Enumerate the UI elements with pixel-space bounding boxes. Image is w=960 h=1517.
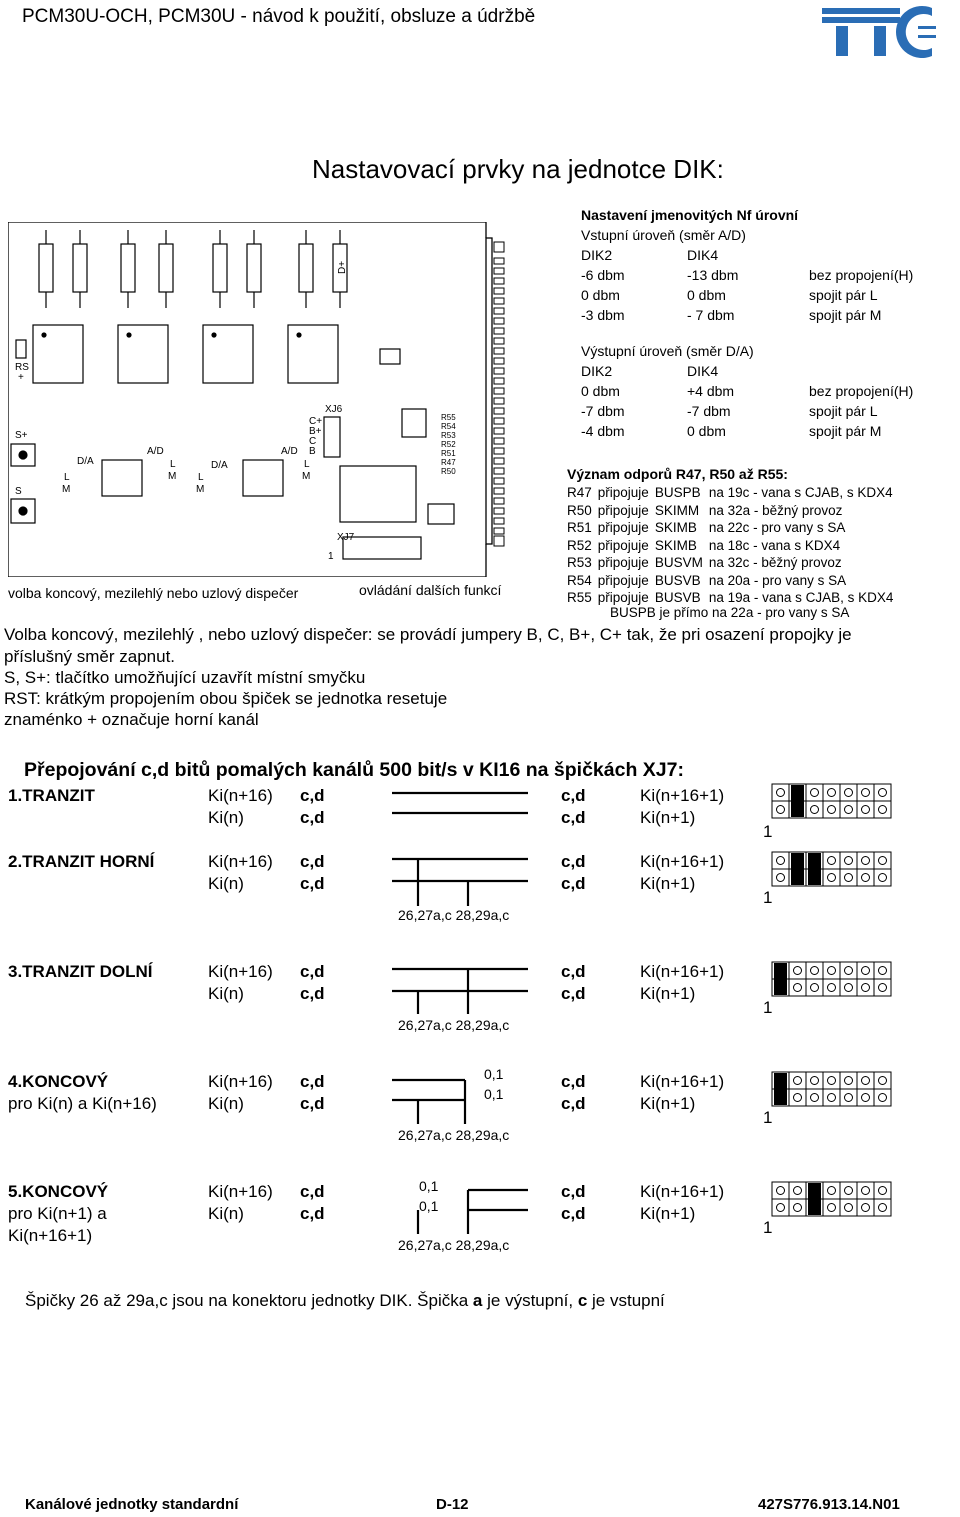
mode-ki-out: Ki(n+16+1) xyxy=(640,1072,725,1091)
connector-pin xyxy=(494,448,504,454)
fuse xyxy=(213,230,227,308)
mode-zero: 0,1 xyxy=(484,1086,504,1102)
fuse xyxy=(247,230,261,308)
mode-cd: c,d xyxy=(561,852,586,871)
mode-cd: c,d xyxy=(300,962,325,981)
mode-zero: 0,1 xyxy=(419,1198,439,1214)
jumper-c-plus: C+ xyxy=(309,416,323,427)
mode-ki-in: Ki(n) xyxy=(208,1204,244,1223)
resistor-labels: R55 R54 R53 R52 R51 R47 R50 xyxy=(441,413,456,476)
mode-ki-in: Ki(n) xyxy=(208,984,244,1003)
paragraph-4: RST: krátkým propojením obou špiček se jednotka resetuje xyxy=(4,689,448,708)
output-level-title: Výstupní úroveň (směr D/A) xyxy=(581,343,754,359)
mode-cd: c,d xyxy=(561,962,586,981)
input-level-table: DIK2 DIK4 -6 dbm -13 dbm bez propojení(H) 0 dbm 0 dbm spojit pár L -3 dbm - 7 dbm spojit pár M xyxy=(581,247,914,323)
table-row: R54 připojuje BUSVB na 20a - pro vany s SA xyxy=(567,572,847,588)
ch3-label: D/A xyxy=(211,460,228,471)
fuse xyxy=(39,230,53,308)
mode-name: 3.TRANZIT DOLNÍ xyxy=(8,962,153,981)
connector-pin xyxy=(494,528,504,534)
jumper-grid xyxy=(772,1072,891,1106)
jumper-grid xyxy=(772,1182,891,1216)
connector-pin xyxy=(494,358,504,364)
mode-ki-in: Ki(n) xyxy=(208,808,244,827)
caption-other-functions: ovládání dalších funkcí xyxy=(359,582,502,598)
mode-name: pro Ki(n+1) a xyxy=(8,1204,107,1223)
jumper-b-plus: B+ xyxy=(309,426,322,437)
jumper-shunt xyxy=(774,1073,787,1105)
levels-heading: Nastavení jmenovitých Nf úrovní xyxy=(581,207,799,223)
mode-cd: c,d xyxy=(300,874,325,893)
grid-pin-1: 1 xyxy=(763,1218,773,1237)
mode-cd: c,d xyxy=(300,1182,325,1201)
mode-cd: c,d xyxy=(300,1204,325,1223)
ch4-m: M xyxy=(302,471,311,482)
connector-pin xyxy=(494,268,504,274)
page-title: Nastavovací prvky na jednotce DIK: xyxy=(312,154,724,184)
connector-pin xyxy=(494,498,504,504)
mode-cd: c,d xyxy=(561,874,586,893)
connector-pin xyxy=(494,298,504,304)
connector-pin xyxy=(494,378,504,384)
connector-note: Špičky 26 až 29a,c jsou na konektoru jednotky DIK. Špička a je výstupní, c je vstupní xyxy=(25,1291,665,1310)
ch2-m: M xyxy=(168,471,177,482)
mode-ki-out: Ki(n+16+1) xyxy=(640,1182,725,1201)
mode-ki-in: Ki(n+16) xyxy=(208,786,273,805)
footer-page: D-12 xyxy=(436,1496,469,1513)
ch1-label: D/A xyxy=(77,456,94,467)
ch3-m: M xyxy=(196,484,205,495)
connector-pin xyxy=(494,488,504,494)
table-row: R47 připojuje BUSPB na 19c - vana s CJAB, s KDX4 xyxy=(567,485,893,500)
mode-ki-in: Ki(n+16) xyxy=(208,1182,273,1201)
connector-pin xyxy=(494,398,504,404)
mode-cd: c,d xyxy=(561,786,586,805)
connector-pin xyxy=(494,438,504,444)
fuse xyxy=(73,230,87,308)
connector-pin xyxy=(494,348,504,354)
table-row: R52 připojuje SKIMB na 18c - vana s KDX4 xyxy=(567,537,841,553)
connector-pin xyxy=(494,458,504,464)
fuse xyxy=(299,230,313,308)
ch4-label: A/D xyxy=(281,446,298,457)
mode-cd: c,d xyxy=(300,1094,325,1113)
s-button-label: S xyxy=(15,486,22,497)
mode-pins: 26,27a,c 28,29a,c xyxy=(398,907,510,923)
connector-pin xyxy=(494,328,504,334)
connector-pin xyxy=(494,478,504,484)
mode-ki-out: Ki(n+1) xyxy=(640,984,696,1003)
ch2-label: A/D xyxy=(147,446,164,457)
mode-ki-out: Ki(n+16+1) xyxy=(640,852,725,871)
mode-ki-in: Ki(n+16) xyxy=(208,962,273,981)
s-plus-button-label: S+ xyxy=(15,430,28,441)
xj7-pin1: 1 xyxy=(328,551,334,562)
mode-cd: c,d xyxy=(561,1204,586,1223)
mode-ki-out: Ki(n+1) xyxy=(640,874,696,893)
connector-pin xyxy=(494,518,504,524)
paragraph-5: znaménko + označuje horní kanál xyxy=(4,710,259,729)
mode-cd: c,d xyxy=(300,984,325,1003)
connector-pin xyxy=(494,288,504,294)
xj6-label: XJ6 xyxy=(325,404,343,415)
jumper-shunt xyxy=(808,1183,821,1215)
footer-left: Kanálové jednotky standardní xyxy=(25,1496,239,1513)
resistors-table xyxy=(567,484,899,607)
rs-label: RS xyxy=(15,362,29,373)
ch2-l: L xyxy=(170,459,176,470)
dik-board-diagram xyxy=(8,222,520,577)
mode-ki-out: Ki(n+1) xyxy=(640,1204,696,1223)
fuse xyxy=(159,230,173,308)
ch3-l: L xyxy=(198,472,204,483)
mode-cd: c,d xyxy=(561,808,586,827)
paragraph-3: S, S+: tlačítko umožňující uzavřít místní smyčku xyxy=(4,668,366,687)
mode-ki-in: Ki(n+16) xyxy=(208,1072,273,1091)
connector-pin xyxy=(494,278,504,284)
mode-cd: c,d xyxy=(561,984,586,1003)
d-plus-label: D+ xyxy=(337,260,349,275)
rs-plus: + xyxy=(18,372,24,383)
jumper-shunt xyxy=(808,853,821,885)
mode-ki-out: Ki(n+1) xyxy=(640,808,696,827)
fuse xyxy=(121,230,135,308)
connector-pin xyxy=(494,308,504,314)
jumper-grid xyxy=(772,962,891,996)
jumper-b: B xyxy=(309,446,316,457)
mode-zero: 0,1 xyxy=(484,1066,504,1082)
levels-panel xyxy=(581,206,913,441)
connector-pin xyxy=(494,408,504,414)
mode-cd: c,d xyxy=(300,852,325,871)
connector-pin xyxy=(494,418,504,424)
table-row: R50 připojuje SKIMM na 32a - běžný provoz xyxy=(567,502,843,518)
ch1-m: M xyxy=(62,484,71,495)
mode-pins: 26,27a,c 28,29a,c xyxy=(398,1127,510,1143)
mode-ki-in: Ki(n) xyxy=(208,874,244,893)
document-header: PCM30U-OCH, PCM30U - návod k použití, obsluze a údržbě xyxy=(22,6,536,27)
connector-pin xyxy=(494,368,504,374)
mode-ki-out: Ki(n+16+1) xyxy=(640,962,725,981)
caption-dispatcher: volba koncový, mezilehlý nebo uzlový dispečer xyxy=(8,585,299,601)
grid-pin-1: 1 xyxy=(763,1108,773,1127)
connector-pin xyxy=(494,388,504,394)
grid-pin-1: 1 xyxy=(763,998,773,1017)
mode-cd: c,d xyxy=(561,1072,586,1091)
mode-cd: c,d xyxy=(300,808,325,827)
mode-pins: 26,27a,c 28,29a,c xyxy=(398,1017,510,1033)
footer-docnum: 427S776.913.14.N01 xyxy=(758,1496,900,1513)
table-row: R51 připojuje SKIMB na 22c - pro vany s SA xyxy=(567,520,846,535)
connector-pin xyxy=(494,318,504,324)
paragraph-1: Volba koncový, mezilehlý , nebo uzlový dispečer: se provádí jumpery B, C, B+, C+ tak, že pri osazení propojky je xyxy=(4,625,852,644)
ch1-l: L xyxy=(64,472,70,483)
mode-name: 2.TRANZIT HORNÍ xyxy=(8,852,155,871)
table-row: R53 připojuje BUSVM na 32c - běžný provoz xyxy=(567,555,842,570)
xj7-jumper-grids xyxy=(768,780,918,1250)
grid-pin-1: 1 xyxy=(763,888,773,907)
mode-cd: c,d xyxy=(561,1182,586,1201)
connector-pin xyxy=(494,258,504,264)
connector-pin xyxy=(494,338,504,344)
ttc-logo xyxy=(822,4,940,60)
mode-cd: c,d xyxy=(300,1072,325,1091)
resistors-heading: Význam odporů R47, R50 až R55: xyxy=(567,466,788,482)
mode-name: Ki(n+16+1) xyxy=(8,1226,93,1245)
mode-name: 1.TRANZIT xyxy=(8,786,95,805)
connector-pin xyxy=(494,468,504,474)
mode-cd: c,d xyxy=(561,1094,586,1113)
jumper-shunt xyxy=(774,963,787,995)
paragraph-2: příslušný směr zapnut. xyxy=(4,647,176,666)
output-level-table: DIK2 DIK4 0 dbm +4 dbm bez propojení(H) -7 dbm -7 dbm spojit pár L -4 dbm 0 dbm spojit pár M xyxy=(581,363,914,439)
section-title: Přepojování c,d bitů pomalých kanálů 500 bit/s v KI16 na špičkách XJ7: xyxy=(24,759,684,781)
jumper-shunt xyxy=(791,785,804,817)
jumper-c: C xyxy=(309,436,317,447)
mode-ki-out: Ki(n+1) xyxy=(640,1094,696,1113)
mode-ki-in: Ki(n) xyxy=(208,1094,244,1113)
jumper-grid xyxy=(772,784,891,818)
mode-ki-out: Ki(n+16+1) xyxy=(640,786,725,805)
input-level-title: Vstupní úroveň (směr A/D) xyxy=(581,227,746,243)
mode-name: 5.KONCOVÝ xyxy=(8,1182,109,1201)
mode-name: pro Ki(n) a Ki(n+16) xyxy=(8,1094,157,1113)
mode-cd: c,d xyxy=(300,786,325,805)
resistors-note: BUSPB je přímo na 22a - pro vany s SA xyxy=(610,605,850,620)
grid-pin-1: 1 xyxy=(763,822,773,841)
connector-pin xyxy=(494,508,504,514)
ch4-l: L xyxy=(304,459,310,470)
jumper-grid xyxy=(772,852,891,886)
table-row: R55 připojuje BUSVB na 19a - vana s CJAB, s KDX4 xyxy=(567,590,894,605)
xj7-label: XJ7 xyxy=(337,532,355,543)
mode-zero: 0,1 xyxy=(419,1178,439,1194)
mode-ki-in: Ki(n+16) xyxy=(208,852,273,871)
mode-name: 4.KONCOVÝ xyxy=(8,1072,109,1091)
jumper-shunt xyxy=(791,853,804,885)
connector-pin xyxy=(494,428,504,434)
mode-pins: 26,27a,c 28,29a,c xyxy=(398,1237,510,1253)
